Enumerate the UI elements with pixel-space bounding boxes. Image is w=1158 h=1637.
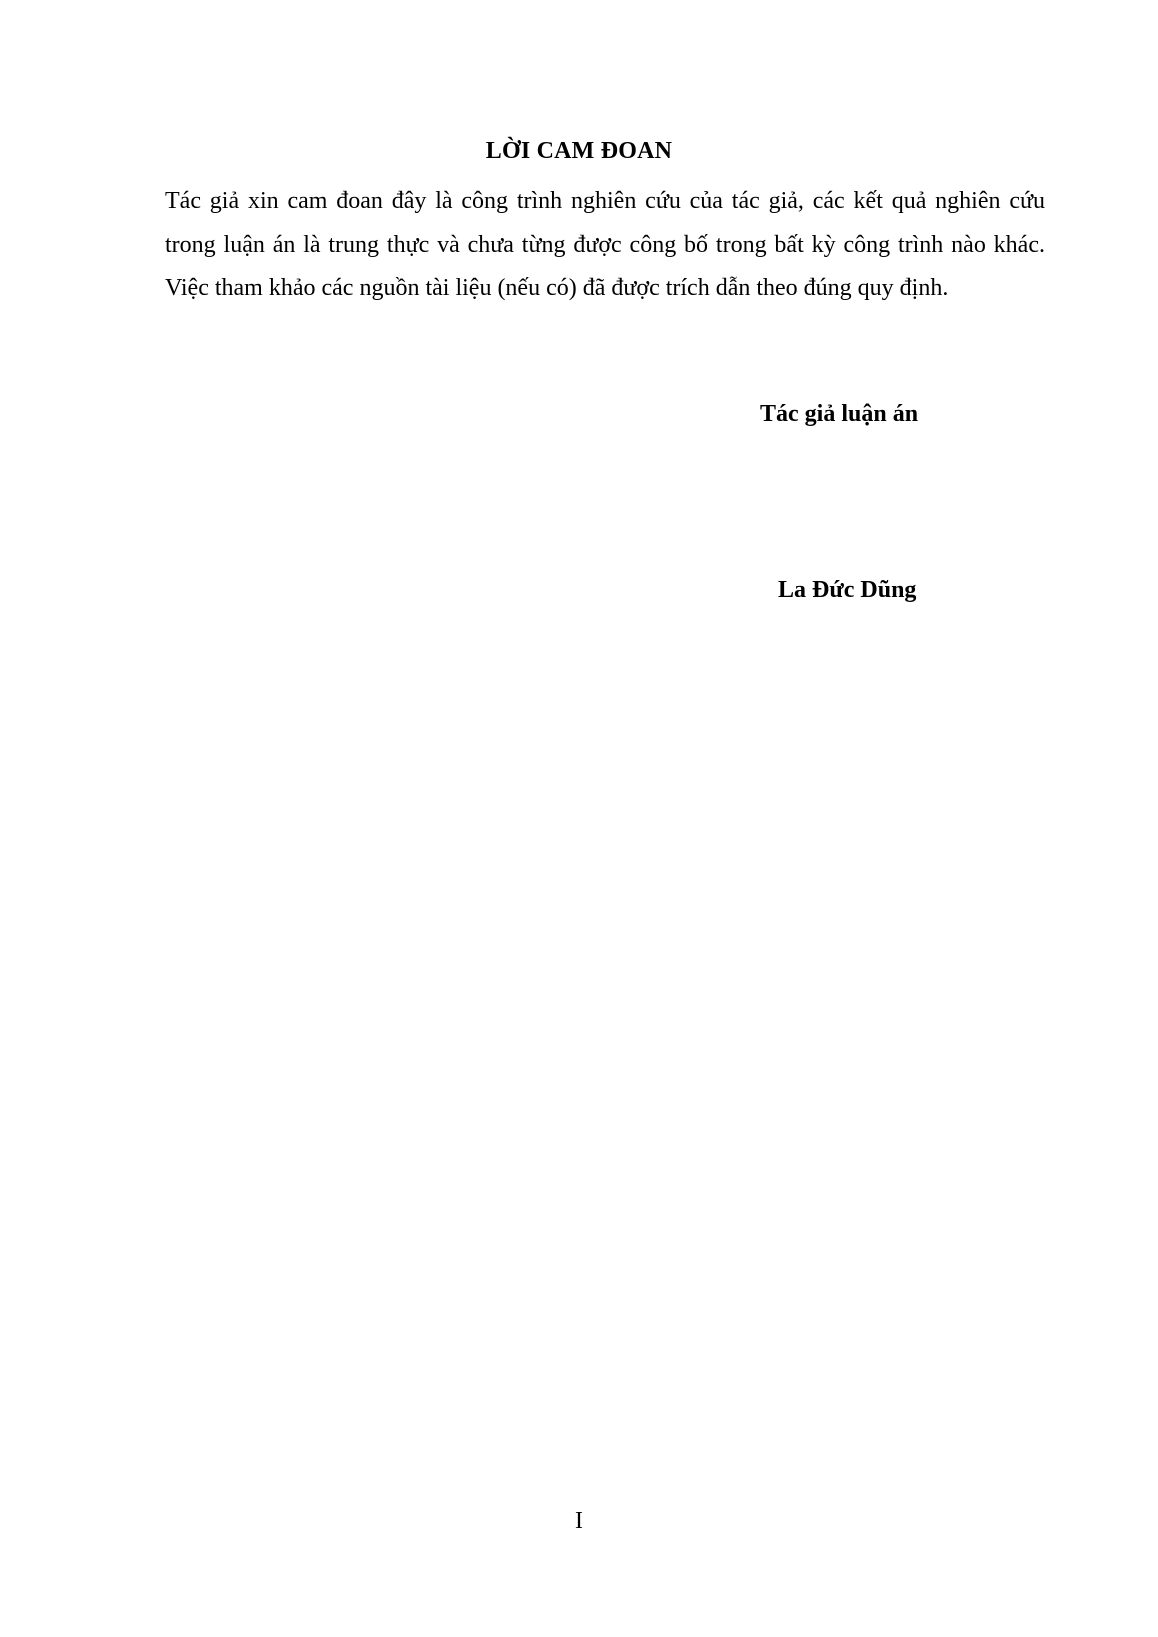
- page-title: LỜI CAM ĐOAN: [485, 138, 673, 164]
- signature-name: La Đức Dũng: [778, 577, 917, 603]
- page-number: I: [575, 1508, 583, 1534]
- signature-role: Tác giả luận án: [760, 401, 919, 427]
- declaration-paragraph: Tác giả xin cam đoan đây là công trình nghiên cứu của tác giả, các kết quả nghiên cứu trong luận án là trung thực và chưa từng được công bố trong bất kỳ công trình nào khác. Việc tham khảo các nguồn tài liệu (nếu có) đã được trích dẫn theo đúng quy định.: [165, 188, 1045, 301]
